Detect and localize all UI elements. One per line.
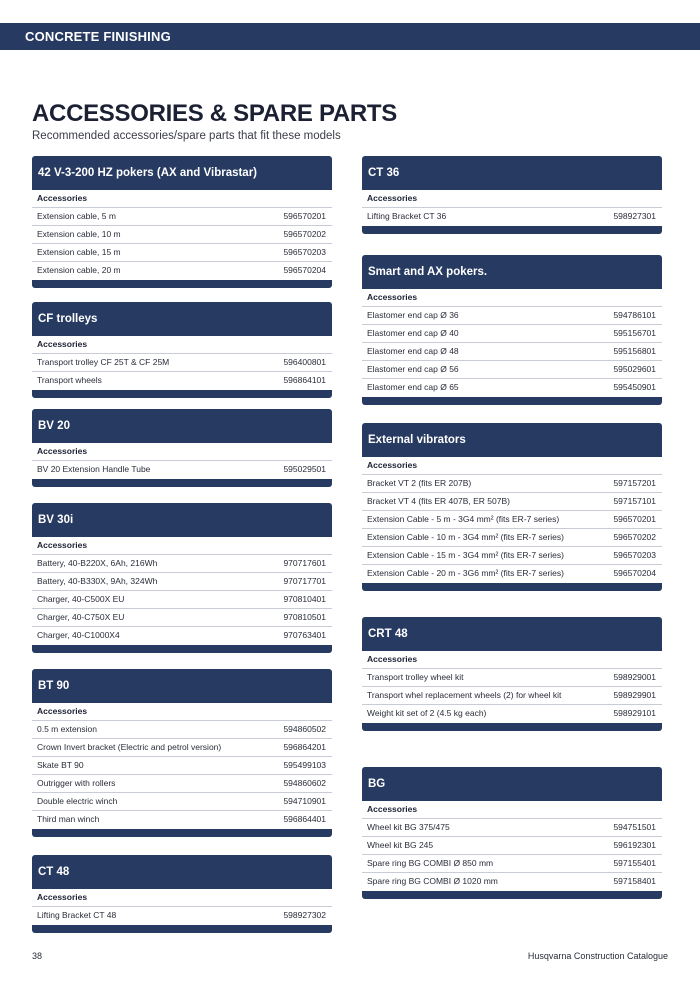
part-name: Spare ring BG COMBI Ø 1020 mm [367,876,498,886]
card-title: Smart and AX pokers. [362,255,662,289]
part-number: 595499103 [283,760,326,770]
part-number: 595156701 [613,328,656,338]
part-row [32,720,332,738]
card-footer-bar [32,925,332,933]
part-name: Third man winch [37,814,100,824]
page-subtitle: Recommended accessories/spare parts that fit these models [32,130,341,142]
card-footer-bar [32,390,332,398]
part-number: 597155401 [613,858,656,868]
card-title: BT 90 [32,669,332,703]
parts-card [32,409,332,487]
card-title: BG [362,767,662,801]
part-name: Elastomer end cap Ø 40 [367,328,459,338]
card-title: BV 20 [32,409,332,443]
section-label: Accessories [367,654,418,664]
part-name: Extension Cable - 15 m - 3G4 mm² (fits ER-7 series) [367,550,564,560]
part-row [32,554,332,572]
part-row [362,818,662,836]
part-row [32,243,332,261]
part-name: Weight kit set of 2 (4.5 kg each) [367,708,487,718]
part-row [32,774,332,792]
part-name: Spare ring BG COMBI Ø 850 mm [367,858,494,868]
part-number: 596864401 [283,814,326,824]
part-row [32,608,332,626]
section-label: Accessories [37,892,88,902]
part-row [362,854,662,872]
part-number: 596570201 [613,514,656,524]
part-number: 596570203 [283,247,326,257]
card-title: 42 V-3-200 HZ pokers (AX and Vibrastar) [32,156,332,190]
part-row [362,686,662,704]
card-title: CT 36 [362,156,662,190]
section-label: Accessories [367,804,418,814]
part-number: 597157101 [613,496,656,506]
parts-card [362,767,662,899]
part-name: Bracket VT 2 (fits ER 207B) [367,478,472,488]
part-number: 594860602 [283,778,326,788]
part-row [32,460,332,478]
parts-card [32,669,332,837]
parts-card [32,855,332,933]
part-row [32,810,332,828]
part-number: 596192301 [613,840,656,850]
part-name: Battery, 40-B330X, 9Ah, 324Wh [37,576,158,586]
part-name: Extension Cable - 10 m - 3G4 mm² (fits ER-7 series) [367,532,564,542]
part-row [32,225,332,243]
part-number: 598929101 [613,708,656,718]
part-name: Charger, 40-C1000X4 [37,630,120,640]
section-header-bar [0,23,700,50]
part-row [362,360,662,378]
part-number: 598929001 [613,672,656,682]
part-row [362,546,662,564]
part-row [32,590,332,608]
part-row [362,474,662,492]
section-label: Accessories [37,706,88,716]
part-number: 596570203 [613,550,656,560]
part-name: Elastomer end cap Ø 65 [367,382,459,392]
part-row [362,510,662,528]
page-number: 38 [32,951,43,961]
part-number: 597157201 [613,478,656,488]
part-name: Extension Cable - 20 m - 3G6 mm² (fits ER-7 series) [367,568,564,578]
part-name: Bracket VT 4 (fits ER 407B, ER 507B) [367,496,510,506]
part-number: 970717601 [283,558,326,568]
part-number: 596570201 [283,211,326,221]
part-row [32,792,332,810]
parts-card [362,255,662,405]
card-footer-bar [362,226,662,234]
part-number: 598927302 [283,910,326,920]
part-number: 596864201 [283,742,326,752]
part-row [32,738,332,756]
card-title: CRT 48 [362,617,662,651]
part-name: Elastomer end cap Ø 48 [367,346,459,356]
part-row [362,378,662,396]
part-row [32,626,332,644]
card-footer-bar [362,891,662,899]
card-title: CT 48 [32,855,332,889]
part-number: 594710901 [283,796,326,806]
part-name: Extension cable, 5 m [37,211,116,221]
part-row [32,261,332,279]
parts-card [32,503,332,653]
section-label: Accessories [37,540,88,550]
part-row [362,836,662,854]
part-number: 594786101 [613,310,656,320]
part-number: 970810401 [283,594,326,604]
part-name: Double electric winch [37,796,118,806]
part-row [32,207,332,225]
part-row [362,528,662,546]
part-name: Elastomer end cap Ø 56 [367,364,459,374]
part-number: 596570202 [283,229,326,239]
part-row [362,668,662,686]
part-number: 595029601 [613,364,656,374]
part-row [362,872,662,890]
part-number: 970763401 [283,630,326,640]
section-label: Accessories [37,193,88,203]
part-number: 596570202 [613,532,656,542]
part-row [362,342,662,360]
part-number: 596864101 [283,375,326,385]
part-row [362,207,662,225]
card-footer-bar [32,829,332,837]
part-name: Extension cable, 20 m [37,265,121,275]
part-row [32,572,332,590]
part-name: Transport whel replacement wheels (2) for wheel kit [367,690,562,700]
section-label: Accessories [367,193,418,203]
part-row [362,492,662,510]
part-name: Crown Invert bracket (Electric and petrol version) [37,742,222,752]
part-row [362,324,662,342]
part-number: 970810501 [283,612,326,622]
part-name: Transport trolley wheel kit [367,672,464,682]
part-number: 970717701 [283,576,326,586]
card-footer-bar [362,397,662,405]
parts-card [362,423,662,591]
part-name: Battery, 40-B220X, 6Ah, 216Wh [37,558,158,568]
part-row [32,906,332,924]
card-title: External vibrators [362,423,662,457]
part-row [362,306,662,324]
catalogue-name: Husqvarna Construction Catalogue [527,951,668,961]
page-title: ACCESSORIES & SPARE PARTS [32,100,398,127]
card-title: BV 30i [32,503,332,537]
card-title: CF trolleys [32,302,332,336]
part-name: Outrigger with rollers [37,778,116,788]
section-label: Accessories [37,446,88,456]
card-footer-bar [32,645,332,653]
card-footer-bar [32,479,332,487]
part-row [32,756,332,774]
parts-card [32,302,332,398]
part-name: Lifting Bracket CT 48 [37,910,117,920]
parts-card [362,617,662,731]
part-name: Lifting Bracket CT 36 [367,211,447,221]
left-column [32,156,332,933]
part-number: 595450901 [613,382,656,392]
part-name: Transport wheels [37,375,102,385]
section-label: Accessories [37,339,88,349]
part-name: Charger, 40-C750X EU [37,612,125,622]
section-label: Accessories [367,460,418,470]
part-number: 595156801 [613,346,656,356]
part-name: Charger, 40-C500X EU [37,594,125,604]
part-number: 598927301 [613,211,656,221]
card-footer-bar [362,723,662,731]
section-name: CONCRETE FINISHING [25,29,171,44]
part-number: 594751501 [613,822,656,832]
part-name: Extension Cable - 5 m - 3G4 mm² (fits ER-7 series) [367,514,560,524]
part-number: 597158401 [613,876,656,886]
part-row [362,704,662,722]
part-number: 596570204 [613,568,656,578]
part-name: BV 20 Extension Handle Tube [37,464,151,474]
part-name: Wheel kit BG 245 [367,840,434,850]
part-name: Wheel kit BG 375/475 [367,822,450,832]
card-footer-bar [32,280,332,288]
part-row [32,371,332,389]
card-footer-bar [362,583,662,591]
part-row [362,564,662,582]
part-number: 596570204 [283,265,326,275]
part-number: 595029501 [283,464,326,474]
part-number: 598929901 [613,690,656,700]
part-name: Skate BT 90 [37,760,84,770]
parts-card [32,156,332,288]
right-column [362,156,662,899]
part-row [32,353,332,371]
part-name: Extension cable, 15 m [37,247,121,257]
section-label: Accessories [367,292,418,302]
part-number: 594860502 [283,724,326,734]
part-name: Elastomer end cap Ø 36 [367,310,459,320]
part-name: Extension cable, 10 m [37,229,121,239]
part-number: 596400801 [283,357,326,367]
part-name: Transport trolley CF 25T & CF 25M [37,357,170,367]
part-name: 0.5 m extension [37,724,98,734]
parts-card [362,156,662,234]
